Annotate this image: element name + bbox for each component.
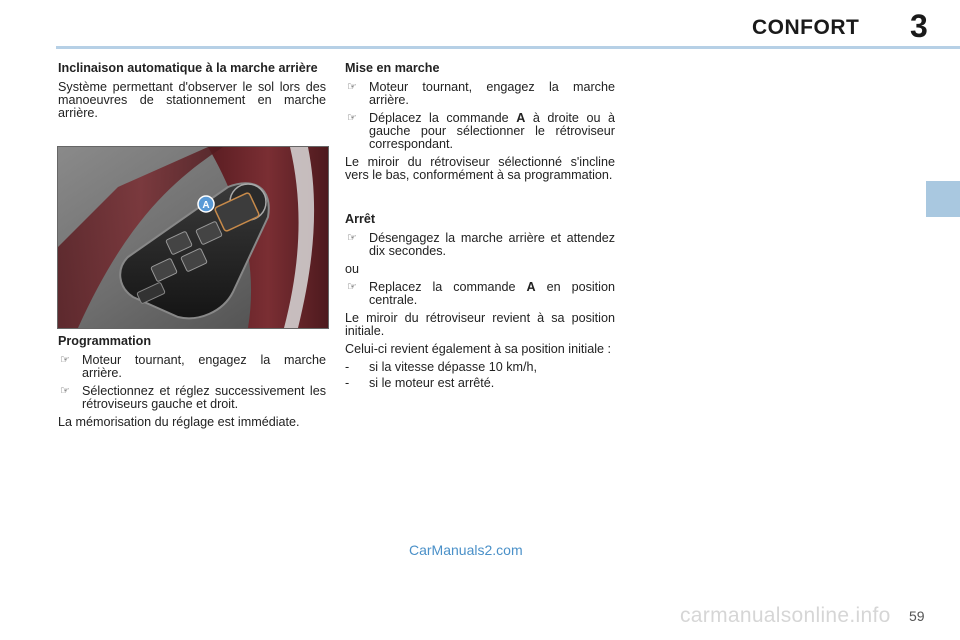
- section-heading-inclinaison: Inclinaison automatique à la marche arrière: [58, 61, 318, 75]
- pointing-hand-icon: ☞: [347, 112, 357, 124]
- list-item: ☞ Replacez la commande A en position centrale.: [347, 280, 615, 307]
- pointing-hand-icon: ☞: [60, 385, 70, 397]
- middle-column: [345, 62, 615, 393]
- list-item: - si la vitesse dépasse 10 km/h,: [345, 360, 537, 374]
- list-item: ☞ Sélectionnez et réglez successivement les rétroviseurs gauche et droit.: [60, 384, 326, 411]
- chapter-title: CONFORT: [752, 16, 860, 39]
- mirror-switch-illustration: [58, 147, 328, 328]
- callout-a-label: A: [202, 200, 210, 211]
- chapter-number: 3: [910, 8, 928, 44]
- pointing-hand-icon: ☞: [347, 232, 357, 244]
- pointing-hand-icon: ☞: [60, 354, 70, 366]
- chapter-side-tab: [926, 181, 960, 217]
- site-watermark: carmanualsonline.info: [680, 604, 891, 627]
- dash-marker: -: [345, 376, 350, 390]
- list-item: - si le moteur est arrêté.: [345, 376, 495, 390]
- pointing-hand-icon: ☞: [347, 81, 357, 93]
- list-item: ☞ Désengagez la marche arrière et attendez dix secondes.: [347, 231, 615, 258]
- door-control-photo: [57, 146, 329, 329]
- paragraph-position-initiale: Celui-ci revient également à sa position initiale :: [345, 342, 612, 356]
- paragraph-inclinaison: Système permettant d'observer le sol lors des manoeuvres de stationnement en marche arrière.: [58, 80, 326, 120]
- paragraph-miroir-revient: Le miroir du rétroviseur revient à sa position initiale.: [345, 311, 615, 338]
- carmanuals-watermark[interactable]: CarManuals2.com: [409, 542, 523, 558]
- paragraph-ou: ou: [345, 262, 360, 276]
- pointing-hand-icon: ☞: [347, 281, 357, 293]
- paragraph-miroir-incline: Le miroir du rétroviseur sélectionné s'incline vers le bas, conformément à sa programmation.: [345, 155, 615, 182]
- paragraph-memorisation: La mémorisation du réglage est immédiate.: [58, 415, 300, 429]
- control-ref-a: A: [526, 280, 536, 294]
- control-ref-a: A: [516, 111, 526, 125]
- page-number: 59: [909, 608, 925, 624]
- dash-marker: -: [345, 360, 350, 374]
- header-rule: [56, 46, 960, 49]
- section-heading-arret: Arrêt: [345, 212, 376, 226]
- list-item: ☞ Déplacez la commande A à droite ou à gauche pour sélectionner le rétroviseur correspondant.: [347, 111, 615, 151]
- section-heading-mise-en-marche: Mise en marche: [345, 61, 440, 75]
- list-item: ☞ Moteur tournant, engagez la marche arrière.: [347, 80, 615, 107]
- section-heading-programmation: Programmation: [58, 334, 152, 348]
- list-item: ☞ Moteur tournant, engagez la marche arrière.: [60, 353, 326, 380]
